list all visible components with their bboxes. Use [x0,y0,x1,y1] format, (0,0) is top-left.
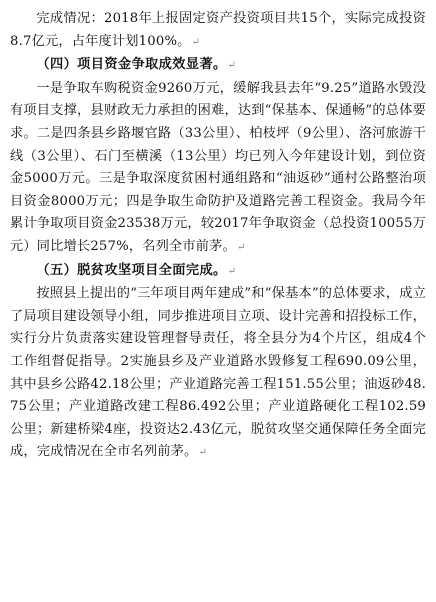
paragraph-funding-details [10,78,426,260]
paragraph-completion-status [10,8,426,54]
paragraph-mark-icon: ↵ [227,265,237,277]
paragraph-mark-icon: ↵ [198,447,208,459]
section-heading-poverty-projects [10,260,426,284]
paragraph-poverty-details [10,283,426,465]
paragraph-mark-icon: ↵ [191,36,201,48]
paragraph-text: 完成情况：2018年上报固定资产投资项目共15个，实际完成投资8.7亿元，占年度计划100%。 [10,11,426,49]
paragraph-mark-icon: ↵ [227,60,237,72]
paragraph-text: 按照县上提出的“三年项目两年建成”和“保基本”的总体要求，成立了局项目建设领导小组，同步推进项目立项、设计完善和招投标工作，实行分片负责落实建设管理督导责任，将全县分为4个片区，组成4个工作组督促指导。2实施县乡及产业道路水毁修复工程690.09公里，其中县乡公路42.18公里；产业道路完善工程151.55公里；油返砂48.75公里；产业道路改建工程86.492公里；产业道路硬化工程102.59公里；新建桥梁4座，投资达2.43亿元，脱贫攻坚交通保障任务全面完成，完成情况在全市名列前茅。 [10,286,426,460]
section-heading-funding [10,54,426,78]
paragraph-text: 一是争取车购税资金9260万元，缓解我县去年“9.25”道路水毁没有项目支撑，县财政无力承担的困难，达到“保基本、保通畅”的总体要求。二是四条县乡路堰官路（33公里）、柏枝坪（9公里）、洛河旅游干线（3公里）、石门至横溪（13公里）均已列入今年建设计划，到位资金5000万元。三是争取深度贫困村通组路和“油返砂”通村公路整治项目资金8000万元；四是争取生命防护及道路完善工程资金。我局今年累计争取项目资金23538万元，较2017年争取资金（总投资10055万元）同比增长257%，名列全市前茅。 [10,80,426,254]
paragraph-mark-icon: ↵ [236,241,246,253]
heading-text: （五）脱贫攻坚项目全面完成。 [36,262,227,278]
heading-text: （四）项目资金争取成效显著。 [36,57,227,73]
